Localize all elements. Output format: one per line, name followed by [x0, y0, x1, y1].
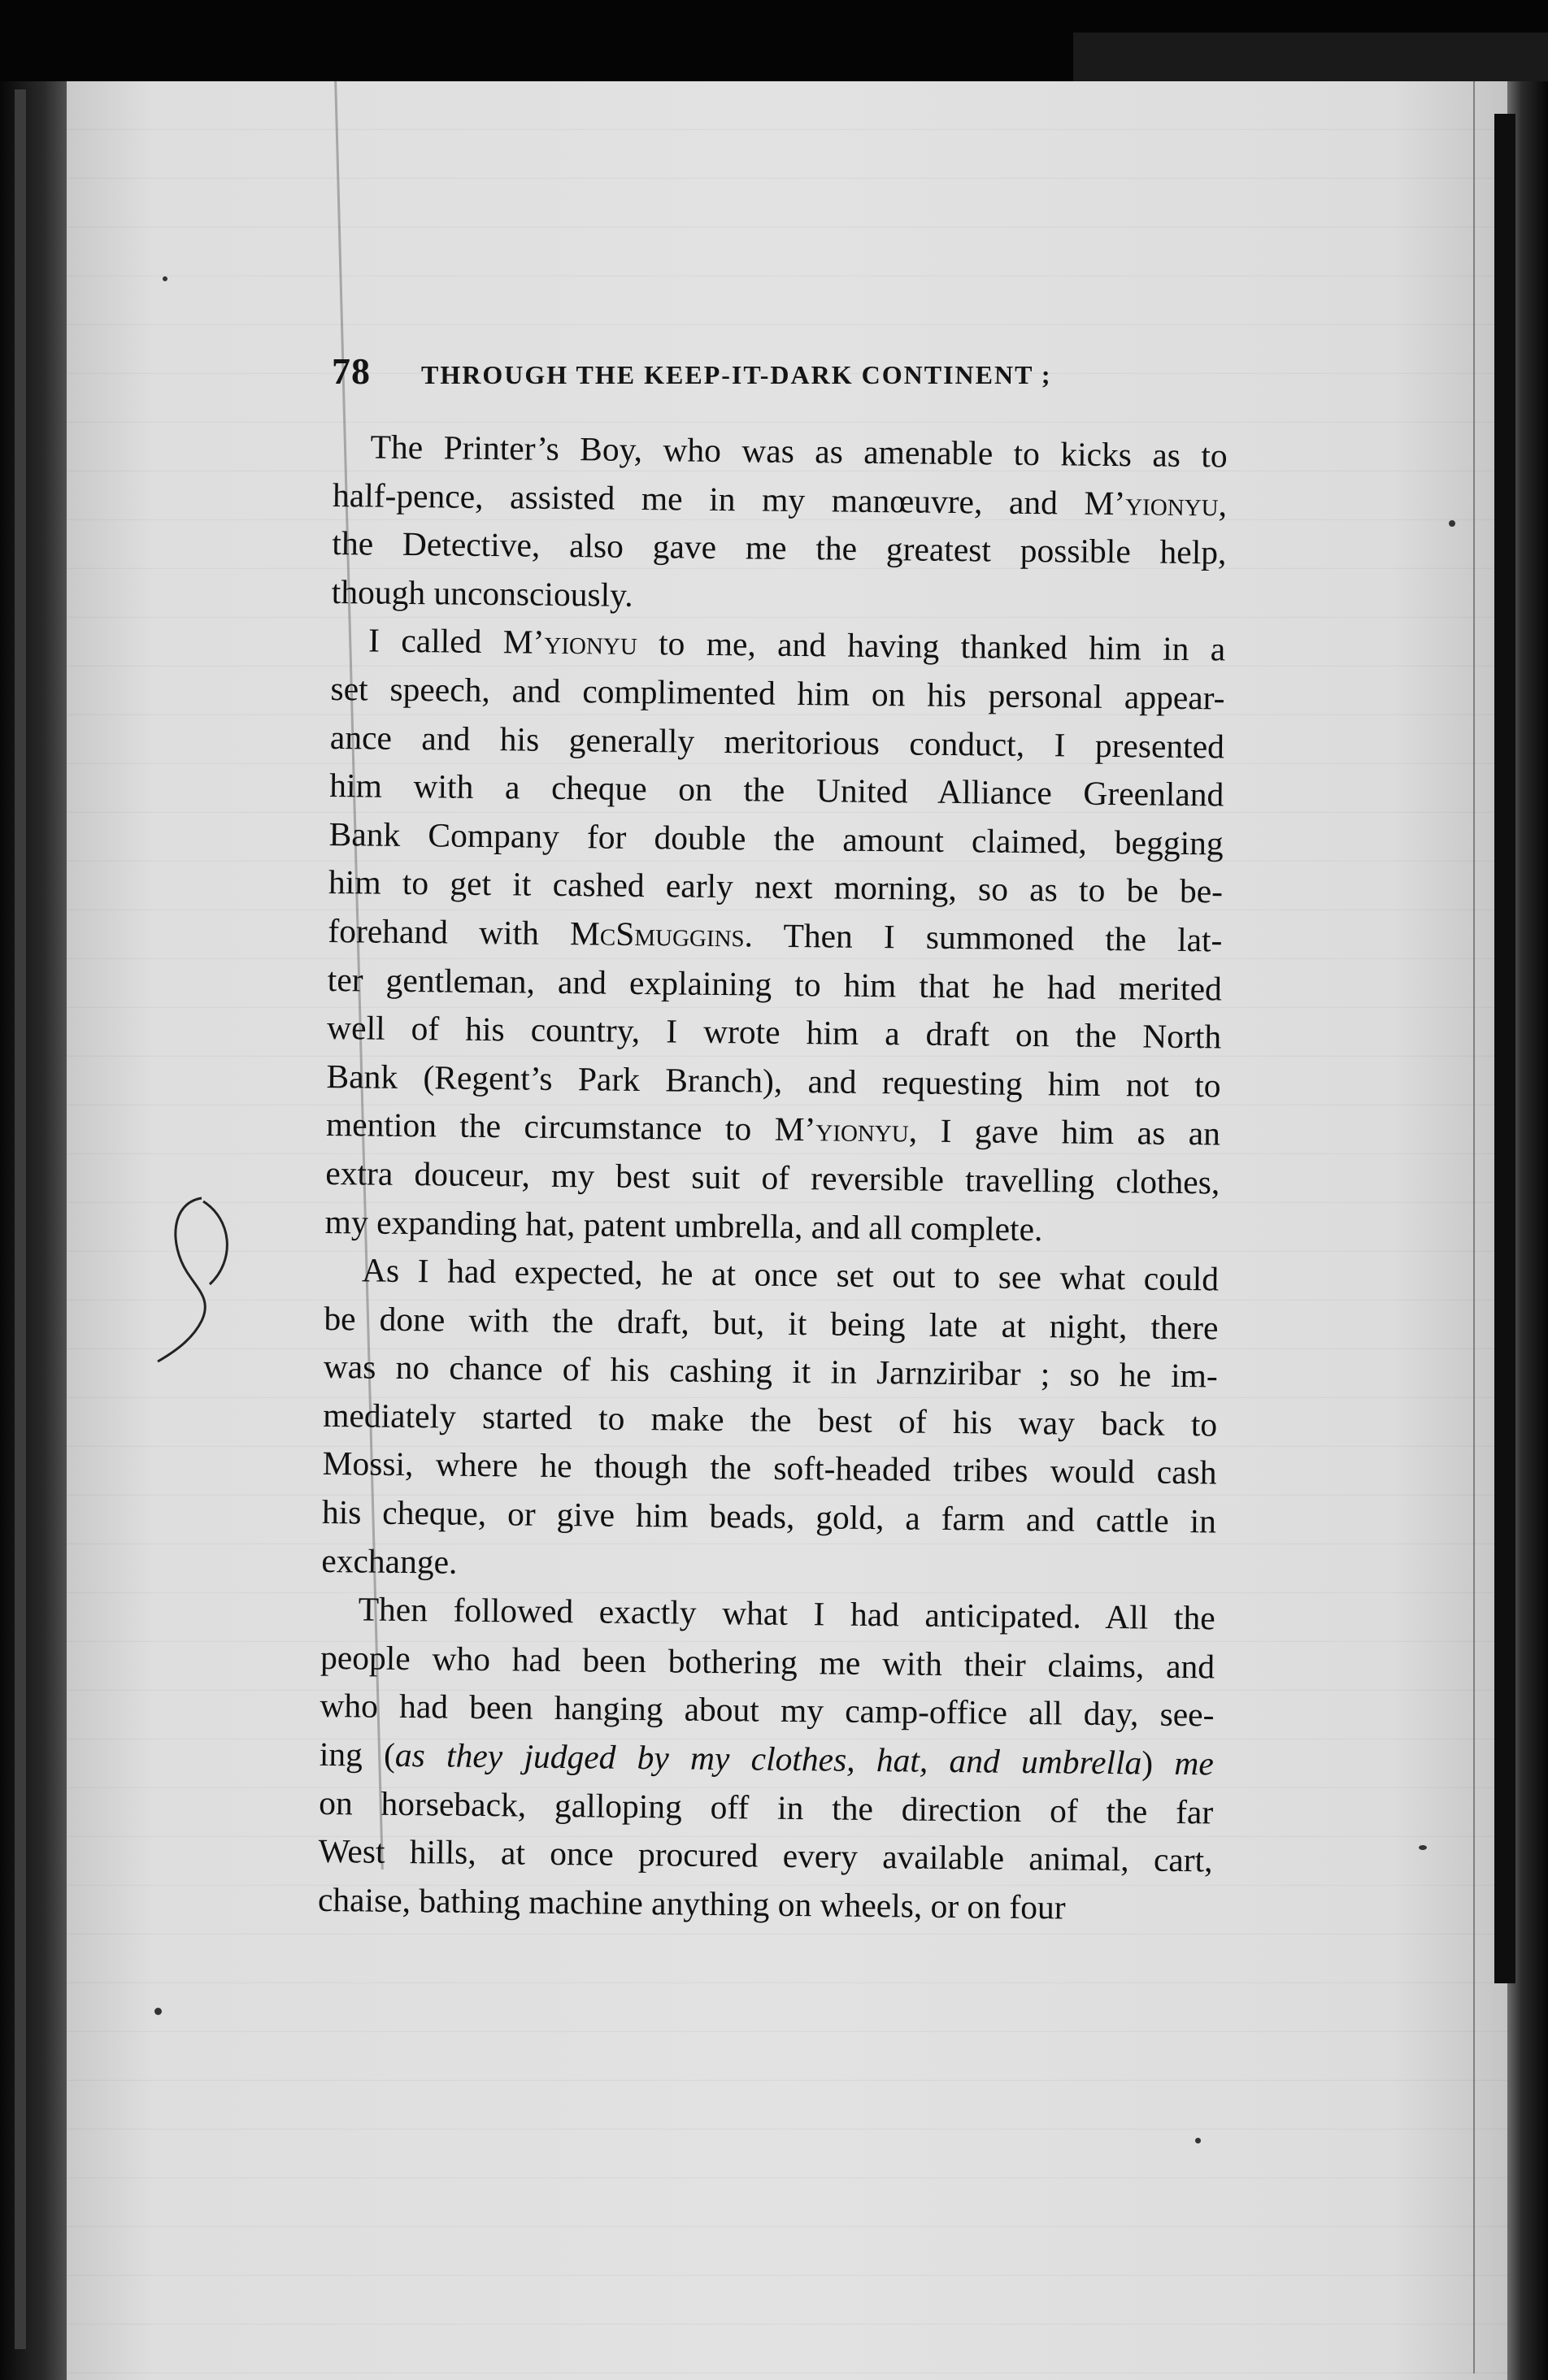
page-header: [332, 350, 1226, 406]
text-line: West hills, at once procured every available animal, cart,: [318, 1832, 1213, 1879]
text-line: forehand with McSmuggins. Then I summoned the lat-: [328, 911, 1223, 959]
text-line: on horseback, galloping off in the direction of the far: [318, 1783, 1214, 1831]
text-line: his cheque, or give him beads, gold, a farm and cattle in: [321, 1492, 1217, 1540]
running-head: THROUGH THE KEEP-IT-DARK CONTINENT ;: [421, 360, 1052, 389]
paragraph: [318, 1585, 1215, 1934]
text-line: I called M’yionyu to me, and having thanked him in a: [367, 621, 1226, 668]
text-line: him to get it cashed early next morning, so as to be be-: [328, 863, 1224, 910]
text-line: set speech, and complimented him on his personal appear-: [330, 669, 1225, 717]
text-line: Bank (Regent’s Park Branch), and requesting him not to: [326, 1057, 1221, 1105]
text-line: ing (as they judged by my clothes, hat, and umbrella) me: [319, 1735, 1215, 1783]
scan-border-left: [0, 81, 73, 2380]
scan-speck: [1419, 1845, 1427, 1850]
text-line: exchange.: [321, 1541, 458, 1581]
handwritten-bracket-mark: [154, 1195, 252, 1366]
text-line: mediately started to make the best of his way back to: [322, 1396, 1218, 1444]
text-line: mention the circumstance to M’yionyu, I gave him as an: [325, 1105, 1221, 1153]
paragraph: [332, 423, 1228, 626]
text-line: As I had expected, he at once set out to see what could: [361, 1251, 1220, 1298]
text-line: chaise, bathing machine anything on wheels, or on four: [317, 1880, 1066, 1926]
text-line: Then followed exactly what I had anticipated. All the: [358, 1590, 1215, 1637]
italic-text: as they judged by my clothes, hat, and umbrella: [394, 1735, 1142, 1782]
body-text: [318, 423, 1228, 1934]
scan-speck: [163, 276, 167, 281]
small-caps-name: M’yionyu: [1084, 484, 1219, 523]
text-line: people who had been bothering me with their claims, and: [320, 1638, 1215, 1686]
small-caps-name: McSmuggins: [569, 914, 745, 954]
text-line: half-pence, assisted me in my manœuvre, and M’yionyu,: [332, 476, 1228, 523]
text-line: extra douceur, my best suit of reversible travelling clothes,: [325, 1153, 1220, 1201]
text-line: the Detective, also gave me the greatest possible help,: [332, 524, 1227, 571]
text-line: The Printer’s Boy, who was as amenable to kicks as to: [370, 428, 1228, 475]
paragraph: [321, 1246, 1219, 1595]
text-line: him with a cheque on the United Alliance Greenland: [329, 767, 1224, 814]
book-spine: [15, 89, 26, 2349]
text-line: my expanding hat, patent umbrella, and all complete.: [324, 1202, 1043, 1248]
scan-speck: [1195, 2138, 1201, 2143]
scan-speck: [1449, 520, 1455, 527]
scan-speck: [154, 2008, 162, 2015]
scan-clip-bar: [1494, 114, 1515, 1983]
italic-text: me: [1174, 1744, 1215, 1783]
text-line: be done with the draft, but, it being late at night, there: [324, 1299, 1219, 1347]
page-number: 78: [332, 350, 371, 392]
text-line: Mossi, where he though the soft-headed tribes would cash: [322, 1444, 1217, 1492]
text-line: well of his country, I wrote him a draft on the North: [326, 1009, 1222, 1056]
text-line: Bank Company for double the amount claimed, begging: [328, 814, 1224, 862]
page-edge-line: [1473, 81, 1475, 2373]
text-line: though unconsciously.: [331, 572, 633, 614]
small-caps-name: M’yionyu: [502, 623, 638, 662]
small-caps-name: M’yionyu: [774, 1110, 910, 1149]
text-line: ance and his generally meritorious conduct, I presented: [329, 718, 1225, 766]
text-line: was no chance of his cashing it in Jarnziribar ; so he im-: [323, 1348, 1219, 1395]
paragraph: [324, 616, 1225, 1255]
text-line: who had been hanging about my camp-office all day, see-: [320, 1687, 1215, 1734]
text-line: ter gentleman, and explaining to him that he had merited: [327, 960, 1223, 1008]
